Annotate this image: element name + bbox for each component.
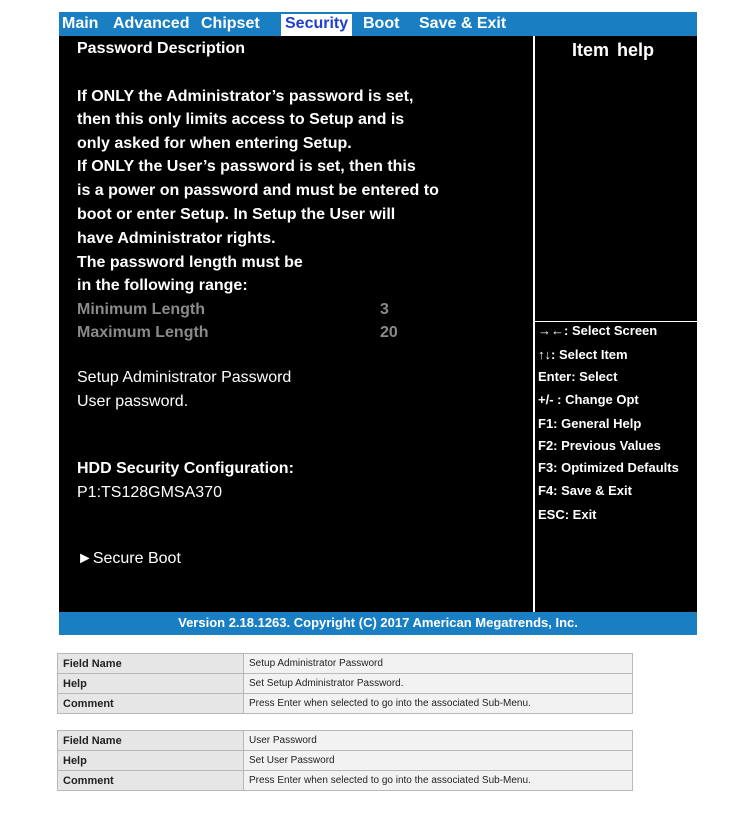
field-table-user-password: [57, 730, 633, 791]
footer-bar: [59, 612, 697, 635]
menu-bar: [59, 12, 697, 36]
version-copyright: Version 2.18.1263. Copyright (C) 2017 American Megatrends, Inc.: [178, 615, 578, 630]
menu-tab-chipset[interactable]: Chipset: [201, 15, 260, 32]
table-label: Comment: [58, 694, 244, 714]
secure-boot-submenu[interactable]: ►Secure Boot: [77, 550, 181, 567]
minimum-length-value: 3: [380, 301, 389, 318]
menu-tab-save-exit[interactable]: Save & Exit: [419, 15, 507, 32]
user-password-item[interactable]: User password.: [77, 393, 189, 410]
menu-tab-main[interactable]: Main: [62, 15, 99, 32]
description-line: have Administrator rights.: [77, 230, 276, 247]
table-label: Comment: [58, 771, 244, 791]
table-value: Press Enter when selected to go into the associated Sub-Menu.: [244, 771, 633, 791]
table-row: [58, 674, 633, 694]
description-line: then this only limits access to Setup and is: [77, 111, 405, 128]
key-hint-change-opt: +/- : Change Opt: [538, 392, 639, 407]
table-row: [58, 751, 633, 771]
table-label: Help: [58, 674, 244, 694]
menu-tab-advanced[interactable]: Advanced: [113, 15, 190, 32]
table-value: Set User Password: [244, 751, 633, 771]
key-hint-select-item: ↑↓: Select Item: [538, 347, 628, 362]
description-line: If ONLY the User’s password is set, then this: [77, 158, 416, 175]
minimum-length-label: Minimum Length: [77, 301, 205, 318]
description-line: If ONLY the Administrator’s password is set,: [77, 88, 414, 105]
hdd-device-item[interactable]: P1:TS128GMSA370: [77, 484, 222, 501]
key-hint-previous-values: F2: Previous Values: [538, 438, 661, 453]
description-line: only asked for when entering Setup.: [77, 135, 352, 152]
maximum-length-label: Maximum Length: [77, 324, 209, 341]
key-hint-select-screen: →←: Select Screen: [538, 323, 658, 338]
table-label: Help: [58, 751, 244, 771]
table-row: [58, 654, 633, 674]
help-divider: [535, 321, 697, 322]
menu-tab-security[interactable]: Security: [281, 14, 352, 36]
table-label: Field Name: [58, 731, 244, 751]
table-value: Press Enter when selected to go into the associated Sub-Menu.: [244, 694, 633, 714]
description-line: boot or enter Setup. In Setup the User will: [77, 206, 396, 223]
key-hint-optimized-defaults: F3: Optimized Defaults: [538, 460, 679, 475]
table-row: [58, 771, 633, 791]
hdd-security-title: HDD Security Configuration:: [77, 460, 294, 477]
item-help-title: Item help: [572, 40, 655, 60]
key-hint-enter: Enter: Select: [538, 369, 618, 384]
key-hint-esc-exit: ESC: Exit: [538, 507, 597, 522]
bios-setup-window: [59, 12, 697, 635]
table-value: Set Setup Administrator Password.: [244, 674, 633, 694]
table-row: [58, 694, 633, 714]
key-hint-save-exit: F4: Save & Exit: [538, 483, 632, 498]
menu-tab-boot[interactable]: Boot: [363, 15, 400, 32]
table-value: Setup Administrator Password: [244, 654, 633, 674]
description-line: in the following range:: [77, 277, 248, 294]
table-label: Field Name: [58, 654, 244, 674]
password-description-title: Password Description: [77, 40, 246, 57]
field-table-admin-password: [57, 653, 633, 714]
table-value: User Password: [244, 731, 633, 751]
key-hint-general-help: F1: General Help: [538, 416, 642, 431]
panel-divider: [533, 36, 535, 612]
maximum-length-value: 20: [380, 324, 398, 341]
description-line: is a power on password and must be entered to: [77, 182, 439, 199]
description-line: The password length must be: [77, 254, 303, 271]
setup-admin-password-item[interactable]: Setup Administrator Password: [77, 369, 292, 386]
table-row: [58, 731, 633, 751]
